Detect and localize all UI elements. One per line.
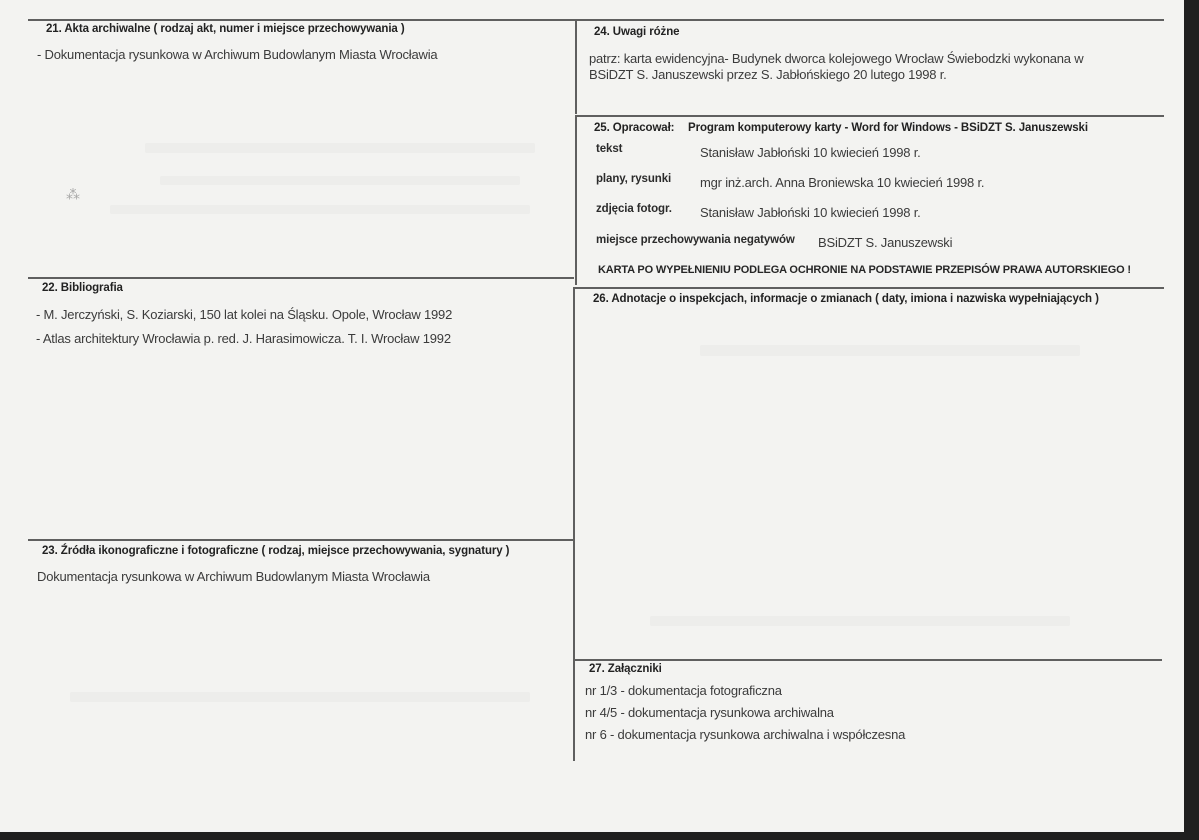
bibliography-entry: - Atlas architektury Wrocławia p. red. J. Harasimowicza. T. I. Wrocław 1992 [36, 331, 451, 346]
bleed-through-mark [110, 205, 530, 214]
section-24-bottom-rule [576, 115, 1164, 117]
program-credit: Program komputerowy karty - Word for Windows - BSiDZT S. Januszewski [688, 122, 1088, 134]
section-24-remark-line: patrz: karta ewidencyjna- Budynek dworca kolejowego Wrocław Świebodzki wykonana w [589, 51, 1084, 66]
section-21-bottom-rule [28, 277, 574, 279]
section-24-heading: 24. Uwagi różne [594, 26, 680, 38]
top-rule [28, 19, 1164, 21]
section-21-entry: - Dokumentacja rysunkowa w Archiwum Budowlanym Miasta Wrocławia [37, 47, 438, 62]
credit-label-drawings: plany, rysunki [596, 173, 672, 185]
credit-value-photos: Stanisław Jabłoński 10 kwiecień 1998 r. [700, 205, 921, 220]
scan-edge-right [1184, 0, 1199, 840]
bleed-through-mark [70, 692, 530, 702]
column-divider-lower [573, 287, 575, 761]
section-26-bottom-rule [575, 659, 1162, 661]
section-23-entry: Dokumentacja rysunkowa w Archiwum Budowlanym Miasta Wrocławia [37, 569, 430, 584]
column-divider-upper [575, 19, 577, 114]
attachment-item: nr 1/3 - dokumentacja fotograficzna [585, 683, 782, 698]
section-22-bottom-rule [28, 539, 573, 541]
bibliography-entry: - M. Jerczyński, S. Koziarski, 150 lat kolei na Śląsku. Opole, Wrocław 1992 [36, 307, 453, 322]
section-23-heading: 23. Źródła ikonograficzne i fotograficzne ( rodzaj, miejsce przechowywania, sygnatury ) [42, 545, 510, 557]
section-25-bottom-rule [575, 287, 1164, 289]
negatives-storage-label: miejsce przechowywania negatywów [596, 234, 795, 246]
bleed-through-mark [145, 143, 535, 153]
bleed-through-mark [700, 345, 1080, 356]
credit-value-text: Stanisław Jabłoński 10 kwiecień 1998 r. [700, 145, 921, 160]
negatives-storage-value: BSiDZT S. Januszewski [818, 235, 953, 250]
credit-label-text: tekst [596, 143, 623, 155]
copyright-notice: KARTA PO WYPEŁNIENIU PODLEGA OCHRONIE NA PODSTAWIE PRZEPISÓW PRAWA AUTORSKIEGO ! [598, 264, 1131, 276]
bleed-through-mark [160, 176, 520, 185]
section-24-remark-line: BSiDZT S. Januszewski przez S. Jabłońskiego 20 lutego 1998 r. [589, 67, 947, 82]
section-26-heading: 26. Adnotacje o inspekcjach, informacje o zmianach ( daty, imiona i nazwiska wypełniających ) [593, 293, 1099, 305]
attachment-item: nr 6 - dokumentacja rysunkowa archiwalna i współczesna [585, 727, 906, 742]
ink-speck-mark: ⁂ [66, 186, 80, 202]
credit-label-photos: zdjęcia fotogr. [596, 203, 672, 215]
section-25-heading: 25. Opracował: [594, 122, 675, 134]
attachment-item: nr 4/5 - dokumentacja rysunkowa archiwalna [585, 705, 834, 720]
credit-value-drawings: mgr inż.arch. Anna Broniewska 10 kwiecień 1998 r. [700, 175, 985, 190]
section-22-heading: 22. Bibliografia [42, 282, 123, 294]
section-27-heading: 27. Załączniki [589, 663, 662, 675]
scan-edge-bottom [0, 832, 1199, 840]
column-divider-mid-upper [575, 115, 577, 285]
section-21-heading: 21. Akta archiwalne ( rodzaj akt, numer i miejsce przechowywania ) [46, 23, 405, 35]
bleed-through-mark [650, 616, 1070, 626]
